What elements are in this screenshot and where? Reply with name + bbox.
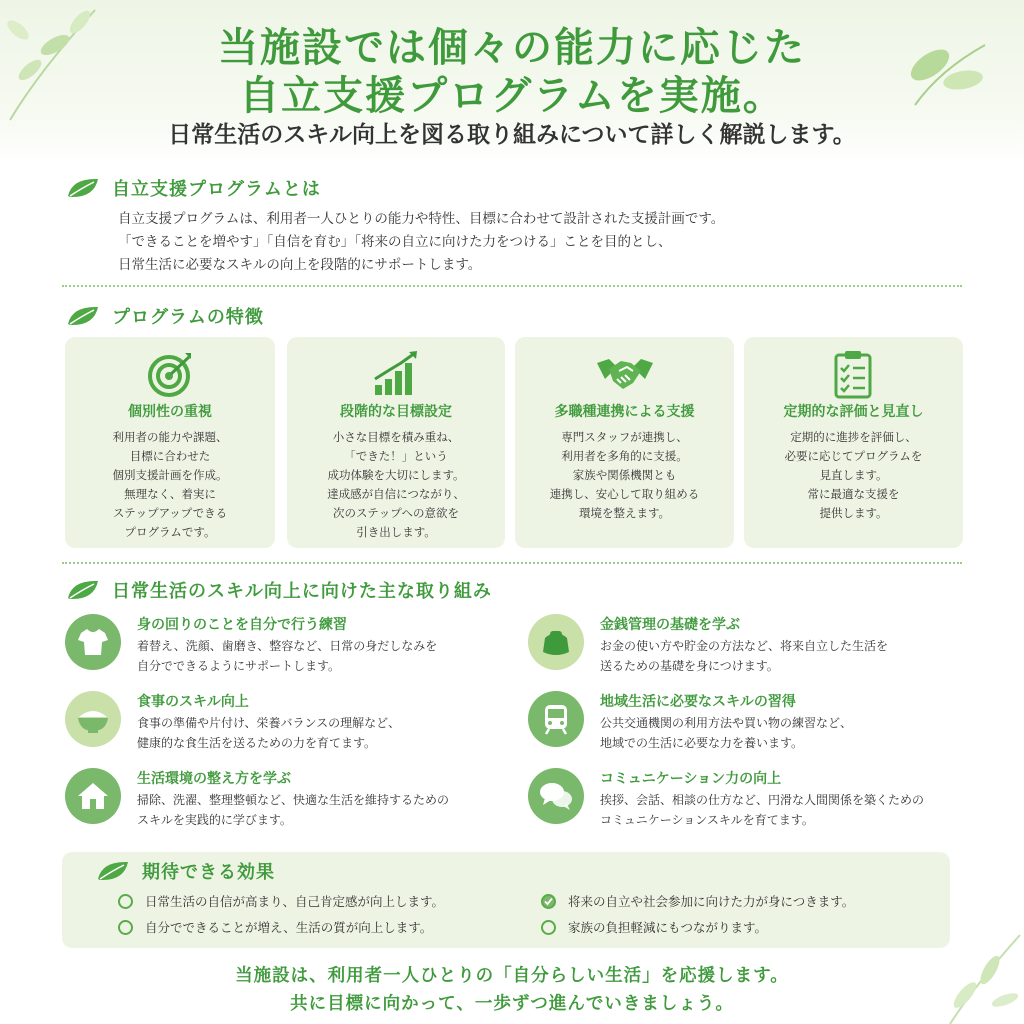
activity-title: コミュニケーション力の向上	[600, 771, 782, 787]
activity-line: 健康的な食生活を送るための力を育てます。	[137, 736, 377, 750]
effect-text: 日常生活の自信が高まり、自己肯定感が向上します。	[145, 894, 445, 909]
effect-item	[118, 918, 432, 936]
activity-line: 公共交通機関の利用方法や買い物の練習など、	[600, 716, 853, 730]
closing-message-line-2: 共に目標に向かって、一歩ずつ進んでいきましょう。	[290, 994, 734, 1014]
growth-chart-icon	[371, 349, 421, 399]
leaf-icon	[66, 578, 100, 602]
closing-message-line-1: 当施設は、利用者一人ひとりの「自分らしい生活」を応援します。	[235, 966, 789, 986]
feature-card	[515, 337, 734, 548]
section-title: 日常生活のスキル向上に向けた主な取り組み	[112, 581, 492, 602]
feature-line: 無理なく、着実に	[124, 487, 216, 501]
feature-line: 利用者を多角的に支援。	[561, 449, 688, 463]
circle-bullet-icon	[118, 920, 133, 935]
section-heading-features	[66, 303, 264, 329]
handshake-icon	[595, 349, 655, 399]
leaf-icon	[66, 176, 100, 200]
feature-line: 達成感が自信につながり、	[327, 487, 465, 501]
activity-line: 挨拶、会話、相談の仕方など、円滑な人間関係を築くための	[600, 793, 925, 807]
feature-line: 環境を整えます。	[578, 506, 671, 520]
activity-line: 食事の準備や片付け、栄養バランスの理解など、	[137, 716, 401, 730]
feature-line: 常に最適な支援を	[807, 487, 900, 501]
rice-bowl-icon	[65, 691, 121, 747]
feature-title: 多職種連携による支援	[554, 404, 695, 420]
activity-line: スキルを実践的に学びます。	[137, 813, 292, 827]
feature-line: プログラムです。	[124, 525, 216, 539]
feature-card	[65, 337, 275, 548]
effect-text: 将来の自立や社会参加に向けた力が身につきます。	[568, 894, 855, 909]
feature-title: 段階的な目標設定	[340, 404, 452, 420]
feature-card	[287, 337, 505, 548]
activity-line: 送るための基礎を身につけます。	[600, 659, 779, 673]
activity-description	[600, 790, 924, 830]
activity-title: 生活環境の整え方を学ぶ	[137, 771, 291, 787]
feature-line: 定期的に進捗を評価し、	[790, 430, 917, 444]
effect-item	[541, 892, 854, 910]
activity-description	[137, 713, 400, 753]
page-subtitle: 日常生活のスキル向上を図る取り組みについて詳しく解説します。	[168, 122, 856, 148]
feature-card	[744, 337, 963, 548]
activity-title: 地域生活に必要なスキルの習得	[600, 694, 796, 710]
feature-description	[752, 428, 955, 523]
about-line: 日常生活に必要なスキルの向上を段階的にサポートします。	[118, 257, 482, 273]
feature-title: 個別性の重視	[128, 404, 212, 420]
feature-description	[295, 428, 497, 542]
activity-item	[65, 768, 505, 838]
feature-line: 利用者の能力や課題、	[112, 430, 228, 444]
effect-text: 家族の負担軽減にもつながります。	[568, 920, 768, 935]
effect-text: 自分でできることが増え、生活の質が向上します。	[145, 920, 433, 935]
train-icon	[528, 691, 584, 747]
page-title-line-2: 自立支援プログラムを実施。	[239, 73, 785, 119]
feature-line: ステップアップできる	[112, 506, 228, 520]
section-title: プログラムの特徴	[112, 307, 264, 328]
feature-line: 「できた！」という	[344, 449, 448, 463]
activity-title: 金銭管理の基礎を学ぶ	[600, 617, 740, 633]
feature-line: 提供します。	[819, 506, 888, 520]
feature-line: 目標に合わせた	[129, 449, 211, 463]
about-line: 自立支援プログラムは、利用者一人ひとりの能力や特性、目標に合わせて設計された支援計画です。	[118, 211, 725, 227]
section-title: 自立支援プログラムとは	[112, 179, 321, 200]
feature-title: 定期的な評価と見直し	[783, 404, 924, 420]
activity-line: 地域での生活に必要な力を養います。	[600, 736, 804, 750]
activity-item	[528, 768, 968, 838]
feature-line: 個別支援計画を作成。	[112, 468, 228, 482]
feature-description	[523, 428, 726, 523]
activity-item	[65, 614, 505, 684]
feature-line: 専門スタッフが連携し、	[561, 430, 688, 444]
section-heading-about	[66, 175, 321, 201]
feature-line: 成功体験を大切にします。	[327, 468, 465, 482]
section-title: 期待できる効果	[142, 862, 275, 883]
feature-line: 次のステップへの意欲を	[332, 506, 460, 520]
about-description	[118, 208, 918, 277]
activity-line: お金の使い方や貯金の方法など、将来自立した生活を	[600, 639, 889, 653]
checklist-icon	[828, 349, 878, 399]
activity-item	[528, 614, 968, 684]
effect-item	[541, 918, 767, 936]
activity-line: 自分でできるようにサポートします。	[137, 659, 341, 673]
feature-line: 必要に応じてプログラムを	[784, 449, 923, 463]
section-divider	[62, 562, 962, 564]
activity-line: 掃除、洗濯、整理整頓など、快適な生活を維持するための	[137, 793, 450, 807]
feature-line: 家族や関係機関とも	[572, 468, 677, 482]
leaf-icon	[66, 304, 100, 328]
circle-bullet-icon	[541, 920, 556, 935]
feature-line: 小さな目標を積み重ね、	[332, 430, 460, 444]
activity-title: 身の回りのことを自分で行う練習	[137, 617, 347, 633]
tshirt-icon	[65, 614, 121, 670]
feature-line: 連携し、安心して取り組める	[549, 487, 700, 501]
section-divider	[62, 285, 962, 287]
about-line: 「できることを増やす」「自信を育む」「将来の自立に向けた力をつける」ことを目的とし、	[118, 234, 672, 250]
activity-description	[600, 713, 852, 753]
activity-item	[528, 691, 968, 761]
activity-line: 着替え、洗顔、歯磨き、整容など、日常の身だしなみを	[137, 639, 438, 653]
activity-title: 食事のスキル向上	[137, 694, 249, 710]
activity-line: コミュニケーションスキルを育てます。	[600, 813, 814, 827]
effect-item	[118, 892, 444, 910]
speech-bubbles-icon	[528, 768, 584, 824]
wallet-icon	[528, 614, 584, 670]
leaf-icon	[96, 859, 130, 883]
check-circle-icon	[541, 894, 556, 909]
house-icon	[65, 768, 121, 824]
activity-description	[600, 636, 888, 676]
section-heading-effects	[96, 858, 275, 884]
section-heading-activities	[66, 577, 492, 603]
activity-description	[137, 636, 437, 676]
activity-item	[65, 691, 505, 761]
feature-line: 見直します。	[819, 468, 888, 482]
activity-description	[137, 790, 449, 830]
target-icon	[145, 349, 195, 399]
page-title-line-1: 当施設では個々の能力に応じた	[218, 25, 806, 71]
feature-line: 引き出します。	[356, 525, 436, 539]
circle-bullet-icon	[118, 894, 133, 909]
feature-description	[73, 428, 267, 542]
